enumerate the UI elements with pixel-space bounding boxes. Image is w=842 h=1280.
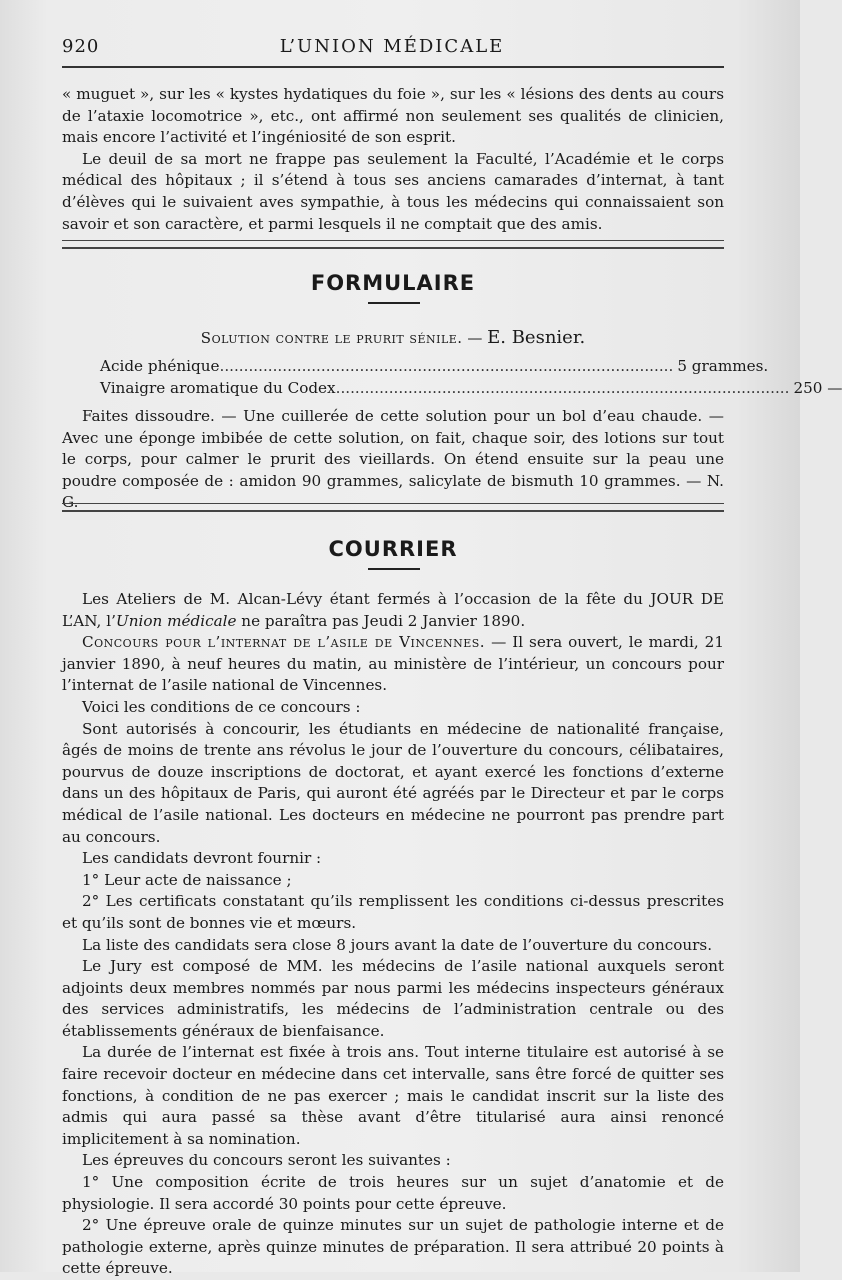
section-divider [62,240,724,249]
title-rule [368,568,420,570]
recipe-name: Solution contre le prurit sénile. [200,329,463,347]
formulaire-paragraph: Faites dissoudre. — Une cuillerée de cette solution pour un bol d’eau chaude. — Avec une éponge imbibée de cette solution, on fait, chaque soir, des lotions sur tout le corps, pour calmer le prurit des vieillards. On étend ensuite sur la peau une poudre composée de : amidon 90 grammes, salicylate de bismuth 10 grammes. — N. G. [62,407,724,512]
courrier-paragraph: 2° Les certificats constatant qu’ils remplissent les conditions ci-dessus prescrites et qu’ils sont de bonnes vie et mœurs. [62,892,724,932]
title-rule [368,302,420,304]
courrier-paragraph: 1° Une composition écrite de trois heures sur un sujet d’anatomie et de physiologie. Il sera accordé 30 points pour cette épreuve. [62,1173,724,1213]
recipe-author: E. Besnier. [487,327,586,348]
ingredient-name: Acide phénique [100,357,220,375]
courrier-paragraph: Le Jury est composé de MM. les médecins de l’asile national auxquels seront adjoints deux membres nommés par nous parmi les médecins inspecteurs généraux des services administratifs, les médecins de l’administration centrale ou des établissements généraux de bienfaisance. [62,957,724,1040]
formulaire-body [62,406,724,514]
ingredient-line [100,357,769,375]
closure-notice [62,589,724,632]
courrier-paragraph: 1° Leur acte de naissance ; [82,870,292,889]
courrier-text [62,589,724,1280]
ingredient-line [100,379,842,397]
courrier-paragraph: Sont autorisés à concourir, les étudiants en médecine de nationalité française, âgés de moins de trente ans révolus le jour de l’ouverture du concours, célibataires, pourvus de douze inscriptions de doctorat, et ayant exercé les fonctions d’externe dans un des hôpitaux de Paris, qui auront été agréés par le Directeur et par le corps médical de l’asile national. Les docteurs en médecine ne pourront pas prendre part au concours. [62,719,724,846]
courrier-paragraph: Les candidats devront fournir : [82,849,322,868]
header-rule [62,66,724,68]
formulaire-title: FORMULAIRE [310,271,476,295]
journal-name: Union médicale [115,611,237,630]
formulaire-subtitle [62,327,724,349]
page-header [62,32,722,62]
concours-announcement [62,632,724,697]
leader-dots: .............................................................................................. [335,379,790,397]
ingredient-quantity: 250 — [793,379,842,397]
courrier-paragraph: Les épreuves du concours seront les suivantes : [82,1151,451,1170]
courrier-title: COURRIER [328,537,458,561]
notice-text: Les Ateliers de M. Alcan-Lévy étant fermés à l’occasion de la fête du JOUR DE L’AN, l’ [62,590,724,630]
concours-text: — Il sera ouvert, le mardi, 21 janvier 1890, à neuf heures du matin, au ministère de l’intérieur, un concours pour l’internat de l’asile national de Vincennes. [62,633,724,695]
notice-text: ne paraîtra pas Jeudi 2 Janvier 1890. [236,611,526,630]
running-title: L’UNION MÉDICALE [279,36,505,57]
courrier-paragraph: La liste des candidats sera close 8 jours avant la date de l’ouverture du concours. [82,935,713,954]
concours-heading: Concours pour l’internat de l’asile de Vincennes. [82,633,486,652]
intro-paragraph: Le deuil de sa mort ne frappe pas seulement la Faculté, l’Académie et le corps médical des hôpitaux ; il s’étend à tous ses anciens camarades d’internat, à tant d’élèves qui le suivaient aves sympathie, à tous les médecins qui connaissaient son savoir et son caractère, et parmi lesquels il ne comptait que des amis. [62,149,724,233]
leader-dots: .............................................................................................. [219,357,674,375]
courrier-paragraph: La durée de l’internat est fixée à trois ans. Tout interne titulaire est autorisé à se faire recevoir docteur en médecine dans cet intervalle, sans être forcé de quitter ses fonctions, à condition de ne pas exercer ; mais le candidat inscrit sur la liste des admis qui aura passé sa thèse avant d’être titularisé aura ainsi renoncé implicitement à sa nomination. [62,1043,724,1148]
ingredient-name: Vinaigre aromatique du Codex [100,379,336,397]
courrier-paragraph: 2° Une épreuve orale de quinze minutes sur un sujet de pathologie interne et de pathologie externe, après quinze minutes de préparation. Il sera attribué 20 points à cette épreuve. [62,1216,724,1278]
courrier-paragraph: Voici les conditions de ce concours : [82,697,361,716]
page-number: 920 [62,36,100,57]
section-divider [62,503,724,512]
subtitle-dash: — [467,329,483,347]
intro-text [62,84,724,235]
ingredient-quantity: 5 grammes. [677,357,769,375]
intro-paragraph: « muguet », sur les « kystes hydatiques du foie », sur les « lésions des dents au cours de l’ataxie locomotrice », etc., ont affirmé non seulement ses qualités de clinicien, mais encore l’activité et l’ingéniosité de son esprit. [62,85,724,147]
